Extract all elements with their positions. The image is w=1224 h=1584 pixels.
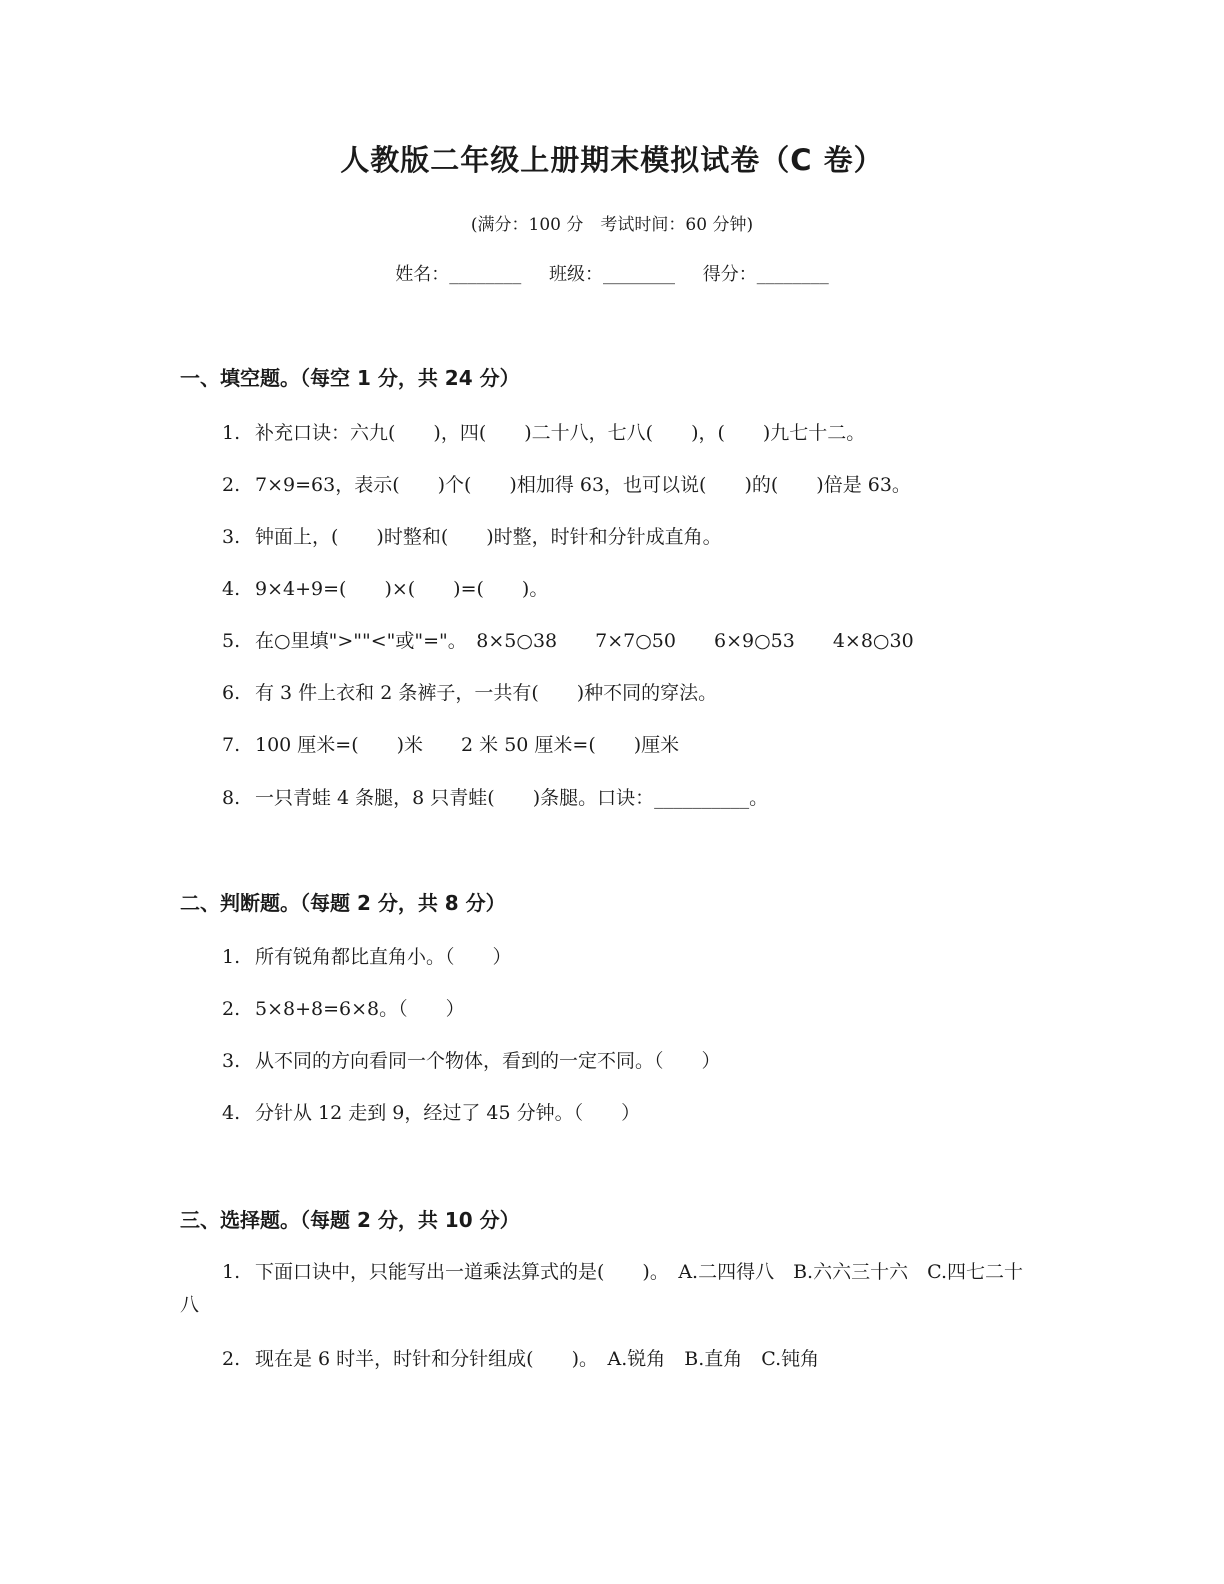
- question-item: 1. 下面口诀中，只能写出一道乘法算式的是( )。 A.二四得八 B.六六三十六 C.四七二十八: [180, 1261, 1023, 1316]
- question-item: 6. 有 3 件上衣和 2 条裤子，一共有( )种不同的穿法。: [222, 682, 718, 704]
- question-item: 1. 所有锐角都比直角小。（ ）: [222, 946, 512, 968]
- question-item: 2. 现在是 6 时半，时针和分针组成( )。 A.锐角 B.直角 C.钝角: [222, 1348, 820, 1370]
- name-field[interactable]: 姓名：________: [395, 264, 522, 285]
- question-item: 2. 7×9=63，表示( )个( )相加得 63，也可以说( )的( )倍是 63。: [222, 474, 911, 496]
- exam-subtitle: (满分：100 分 考试时间：60 分钟): [470, 215, 754, 235]
- question-item: 8. 一只青蛙 4 条腿，8 只青蛙( )条腿。口诀：__________。: [222, 787, 769, 809]
- score-field[interactable]: 得分：________: [702, 264, 829, 285]
- question-item: 3. 从不同的方向看同一个物体，看到的一定不同。（ ）: [222, 1050, 721, 1072]
- question-item: 3. 钟面上，( )时整和( )时整，时针和分针成直角。: [222, 526, 722, 548]
- section-title-judge: 二、判断题。（每题 2 分，共 8 分）: [180, 891, 506, 915]
- question-item: 2. 5×8+8=6×8。（ ）: [222, 998, 465, 1020]
- question-item: 4. 9×4+9=( )×( )=( )。: [222, 578, 549, 600]
- question-item: 1. 补充口诀：六九( )，四( )二十八，七八( )，( )九七十二。: [222, 422, 866, 444]
- question-item: 7. 100 厘米=( )米 2 米 50 厘米=( )厘米: [222, 734, 680, 756]
- question-item: 5. 在○里填">""<"或"="。 8×5○38 7×7○50 6×9○53 4×8○30: [222, 630, 914, 652]
- student-info-row: [0, 260, 1224, 286]
- question-item: 4. 分针从 12 走到 9，经过了 45 分钟。（ ）: [222, 1102, 641, 1124]
- section-title-choice: 三、选择题。（每题 2 分，共 10 分）: [180, 1208, 520, 1232]
- class-field[interactable]: 班级：________: [549, 264, 675, 285]
- section-title-fill: 一、填空题。（每空 1 分，共 24 分）: [180, 366, 520, 390]
- page-title: 人教版二年级上册期末模拟试卷（C 卷）: [340, 143, 884, 177]
